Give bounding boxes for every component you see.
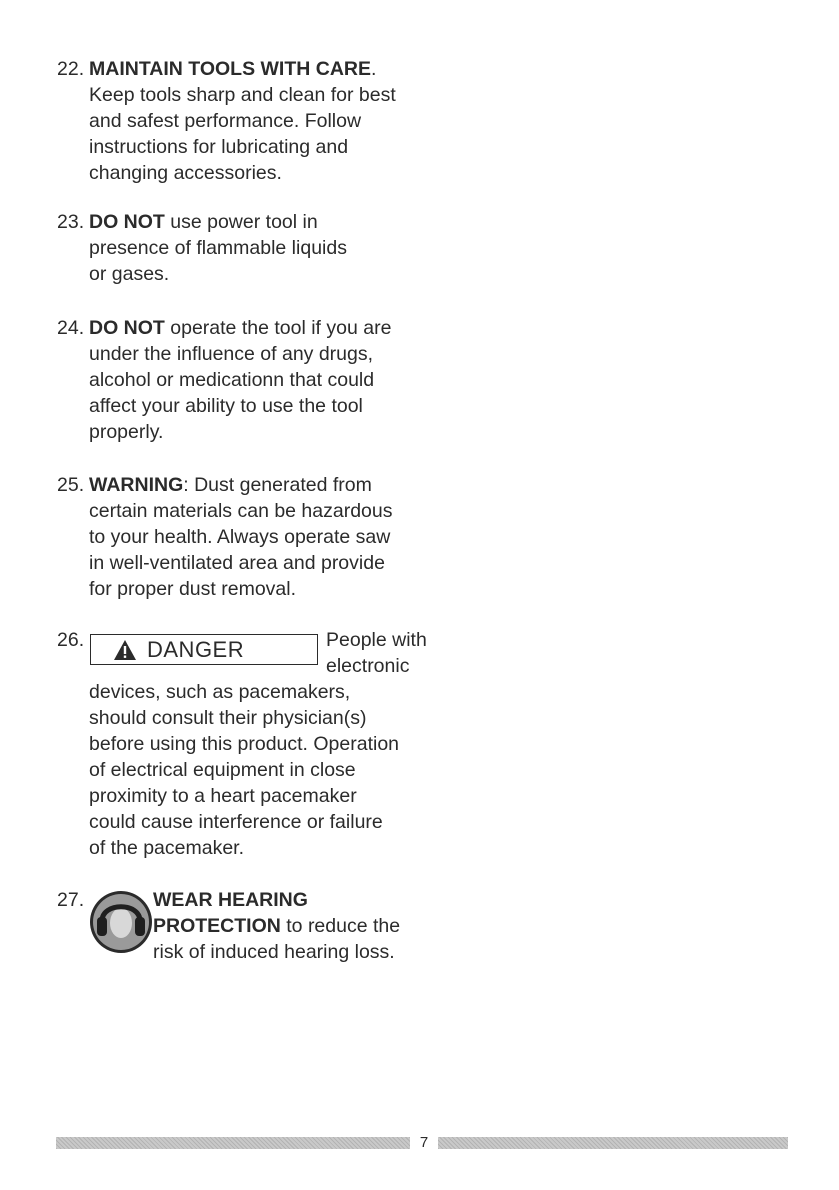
item-heading-2: PROTECTION [153, 915, 281, 937]
footer-rule-left [56, 1137, 410, 1149]
item-text: : Dust generated from certain materials can be hazardous to your health. Always operate saw in well-ventilated area and provide for proper dust removal. [89, 474, 393, 600]
warning-triangle-icon [113, 639, 137, 661]
safety-item-27 [57, 887, 437, 965]
item-body [89, 209, 437, 287]
item-number: 27. [57, 889, 85, 911]
danger-label: DANGER [147, 636, 245, 662]
hearing-protection-icon [89, 890, 153, 954]
item-heading: MAINTAIN TOOLS WITH CARE [89, 58, 372, 80]
safety-item-24 [57, 315, 437, 445]
item-body [89, 315, 437, 445]
safety-item-26 [57, 627, 437, 861]
item-number: 24. [57, 317, 85, 339]
item-text-2: risk of induced hearing loss. [153, 941, 395, 963]
page-number: 7 [419, 1134, 429, 1151]
item-body [153, 887, 437, 965]
item-text: to reduce the [280, 915, 401, 937]
item-number: 22. [57, 58, 85, 80]
item-text: use power tool in presence of flammable liquids or gases. [89, 211, 347, 285]
item-number: 23. [57, 211, 85, 233]
danger-label-box [90, 634, 318, 665]
item-number: 26. [57, 629, 85, 651]
item-heading: WEAR HEARING [153, 889, 308, 911]
item-body [89, 56, 437, 186]
page-footer [56, 1133, 788, 1151]
item-text: operate the tool if you are under the influence of any drugs, alcohol or medicationn that could affect your ability to use the tool properly. [89, 317, 392, 443]
safety-item-25 [57, 472, 437, 602]
safety-item-22 [57, 56, 437, 186]
item-heading: DO NOT [89, 317, 165, 339]
footer-rule-right [438, 1137, 788, 1149]
item-text: devices, such as pacemakers, should consult their physician(s) before using this product. Operation of electrical equipment in close proximity to a heart pacemaker could cause interference or failure of the pacemaker. [89, 681, 400, 859]
item-number: 25. [57, 474, 85, 496]
safety-item-23 [57, 209, 437, 287]
item-heading: DO NOT [89, 211, 165, 233]
item-heading: WARNING [89, 474, 184, 496]
item-text: . Keep tools sharp and clean for best and safest performance. Follow instructions for lubricating and changing accessories. [89, 58, 396, 184]
item-body [89, 472, 437, 602]
danger-row [57, 627, 437, 679]
danger-side-text: People with electronic [326, 629, 427, 677]
